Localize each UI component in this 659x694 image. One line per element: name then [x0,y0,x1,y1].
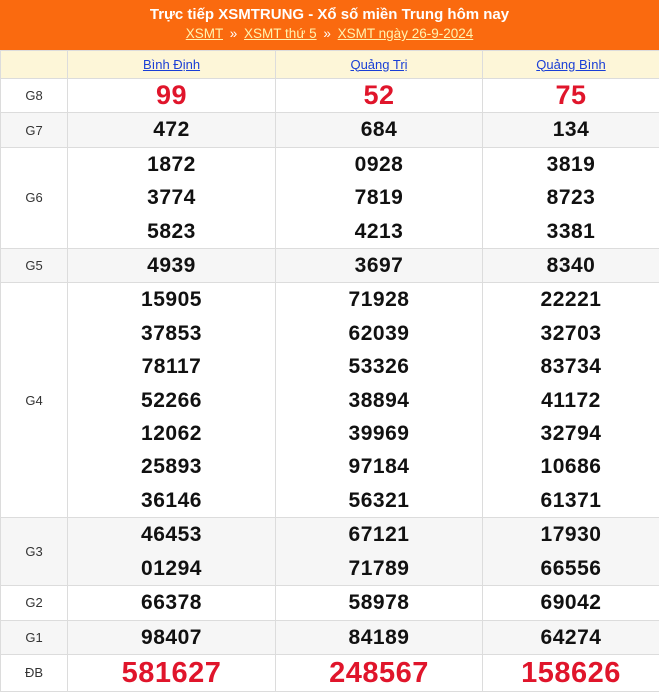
prize-cell [483,518,659,586]
province-header [483,51,659,79]
prize-number: 41172 [541,388,601,412]
prize-number: 3819 [546,152,596,176]
results-table [0,50,659,692]
prize-number: 1872 [147,152,196,176]
prize-number: 4213 [354,219,404,243]
prize-label: G1 [1,620,68,654]
prize-number: 75 [555,80,587,110]
prize-number: 38894 [348,388,410,412]
prize-cell [68,654,276,691]
prize-cell [483,113,659,147]
breadcrumb-separator: » [229,26,238,41]
prize-number: 12062 [141,422,202,446]
prize-label: G8 [1,79,68,113]
prize-cell [276,654,483,691]
prize-number: 83734 [540,355,602,379]
province-header [276,51,483,79]
prize-cell [483,147,659,248]
prize-row [1,620,659,654]
prize-row [1,654,659,691]
prize-number: 71928 [348,288,410,312]
prize-number: 472 [153,118,190,142]
prize-number: 66556 [540,556,602,580]
prize-cell [68,283,276,518]
prize-cell [483,654,659,691]
prize-number: 52 [363,80,395,110]
prize-row [1,283,659,518]
province-header [68,51,276,79]
prize-number: 78117 [141,355,202,379]
province-link-binh-dinh[interactable]: Bình Định [142,56,201,72]
prize-cell [276,283,483,518]
prize-row [1,79,659,113]
prize-number: 8340 [546,254,596,278]
prize-row [1,147,659,248]
prize-number: 22221 [540,288,602,312]
prize-number: 61371 [540,488,602,512]
prize-number: 17930 [540,523,602,547]
prize-number: 46453 [141,523,202,547]
prize-number: 684 [360,118,398,142]
province-link-quang-binh[interactable]: Quảng Bình [536,56,606,72]
prize-number: 58978 [348,591,410,615]
prize-number: 39969 [348,422,410,446]
prize-number: 0928 [354,152,404,176]
prize-cell [276,249,483,283]
prize-number: 98407 [141,625,202,649]
page-title: Trực tiếp XSMTRUNG - Xổ số miền Trung hôm nay [149,6,510,23]
prize-cell [276,620,483,654]
prize-number: 25893 [141,455,202,479]
page-header [0,0,659,50]
prize-number: 3697 [354,254,404,278]
prize-number: 3381 [546,219,596,243]
prize-cell [483,249,659,283]
prize-cell [276,586,483,620]
prize-number: 5823 [147,219,196,243]
prize-cell [276,113,483,147]
prize-row [1,249,659,283]
prize-number: 10686 [540,455,602,479]
prize-label: G7 [1,113,68,147]
prize-number: 71789 [348,556,410,580]
breadcrumb-link-xsmt-thu-5[interactable]: XSMT thứ 5 [244,26,317,41]
prize-label: G3 [1,518,68,586]
prize-cell [276,79,483,113]
prize-number: 248567 [329,656,429,689]
prize-cell [68,113,276,147]
prize-number: 52266 [141,388,202,412]
breadcrumb-link-xsmt[interactable]: XSMT [185,26,223,41]
prize-label: G6 [1,147,68,248]
prize-number: 32703 [540,321,602,345]
prize-row [1,586,659,620]
prize-number: 53326 [348,355,410,379]
prize-number: 67121 [348,523,410,547]
prize-cell [483,283,659,518]
prize-cell [68,586,276,620]
prize-number: 62039 [348,321,410,345]
prize-cell [68,620,276,654]
results-body [1,79,659,692]
prize-label: ĐB [1,654,68,691]
prize-number: 64274 [540,625,602,649]
breadcrumb-link-xsmt-date[interactable]: XSMT ngày 26-9-2024 [337,26,474,41]
prize-label: G2 [1,586,68,620]
prize-label: G4 [1,283,68,518]
prize-number: 134 [552,118,590,142]
prize-cell [68,79,276,113]
prize-number: 84189 [348,625,410,649]
prize-cell [68,249,276,283]
table-header-row [1,51,659,79]
breadcrumb [0,25,659,43]
prize-number: 158626 [521,656,621,689]
prize-number: 32794 [540,422,602,446]
prize-number: 56321 [348,488,410,512]
breadcrumb-separator: » [323,26,331,41]
prize-cell [483,79,659,113]
prize-number: 8723 [546,186,596,210]
prize-cell [483,620,659,654]
prize-number: 3774 [147,186,196,210]
prize-cell [276,147,483,248]
prize-cell [276,518,483,586]
prize-number: 36146 [141,488,202,512]
prize-number: 581627 [121,656,222,689]
prize-cell [68,147,276,248]
prize-label: G5 [1,249,68,283]
prize-number: 4939 [147,254,196,278]
prize-row [1,518,659,586]
prize-number: 66378 [141,591,202,615]
prize-row [1,113,659,147]
prize-number: 7819 [354,186,404,210]
prize-column-header [1,51,68,79]
prize-number: 37853 [141,321,202,345]
prize-cell [68,518,276,586]
prize-number: 99 [155,80,188,110]
prize-number: 15905 [141,288,202,312]
prize-cell [483,586,659,620]
prize-number: 97184 [348,455,410,479]
prize-number: 01294 [141,556,202,580]
prize-number: 69042 [540,591,602,615]
province-link-quang-tri[interactable]: Quảng Trị [350,56,408,72]
